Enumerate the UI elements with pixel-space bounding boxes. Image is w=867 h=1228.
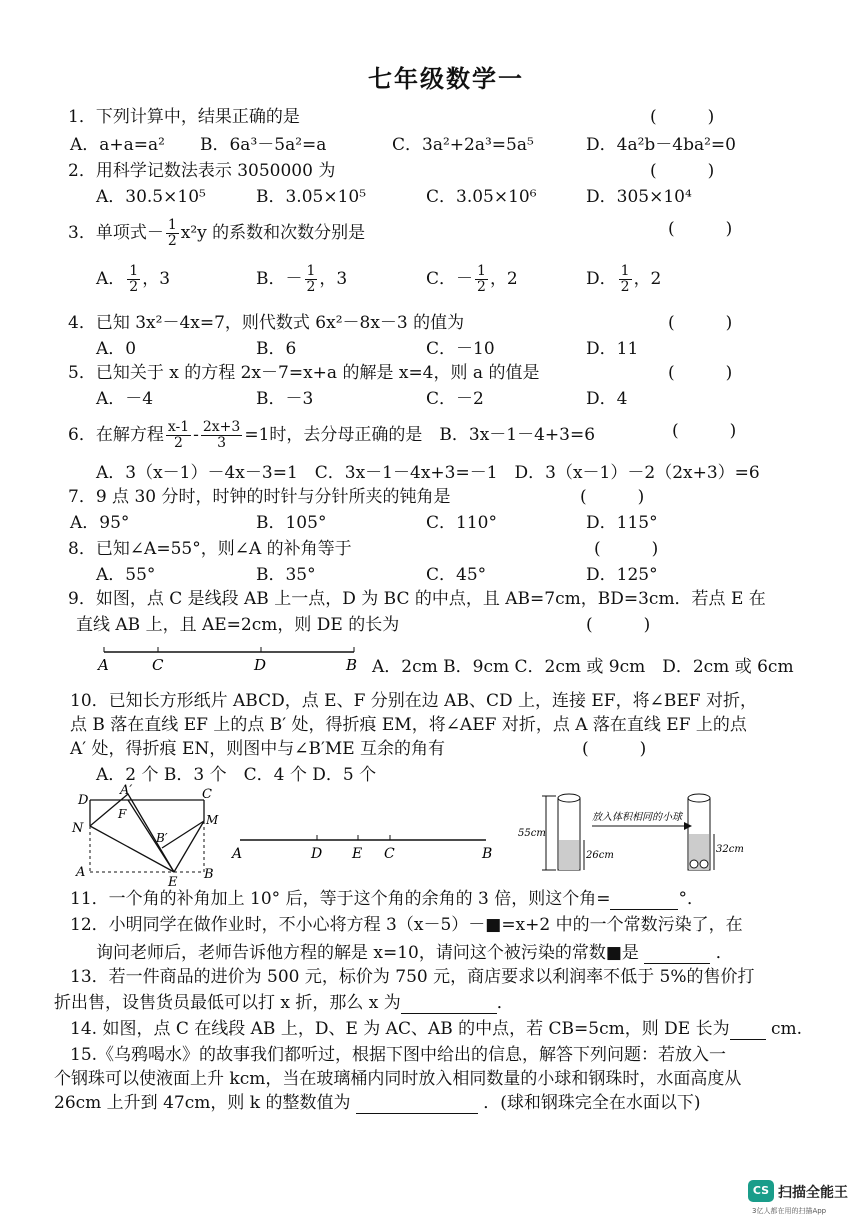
q3-option-b: B．－ $\frac{1}{2}$ ，3 (256, 263, 348, 295)
q6-fraction-1: $\frac{x-1}{2}$ (167, 419, 190, 451)
q8-stem: 8．已知∠A=55°，则∠A 的补角等于 (68, 539, 352, 559)
q9-line-1: 9．如图，点 C 是线段 AB 上一点，D 为 BC 的中点，且 AB=7cm，BD=3cm．若点 E 在 (68, 589, 766, 609)
q5-option-c: C．－2 (426, 389, 484, 409)
q3-paren: ( ) (668, 219, 733, 239)
q8-paren: ( ) (594, 539, 659, 559)
q9-paren: ( ) (586, 615, 651, 635)
water-level-left (559, 840, 579, 870)
q2-option-d: D．305×10⁴ (586, 187, 692, 207)
q4-option-b: B．6 (256, 339, 297, 359)
q12-line-2: 询问老师后，老师告诉他方程的解是 x=10，请问这个被污染的常数■是 ． (96, 943, 733, 963)
q11-text: 11．一个角的补角加上 10° 后，等于这个角的余角的 3 倍，则这个角= °． (70, 889, 704, 909)
q8-option-c: C．45° (426, 565, 487, 585)
q2-option-c: C．3.05×10⁶ (426, 187, 537, 207)
q15-line-2: 个钢珠可以使液面上升 kcm，当在玻璃桶内同时放入相同数量的小球和钢珠时，水面高度从 (54, 1069, 742, 1089)
water-height-left-label: 26cm (586, 850, 614, 861)
q7-option-a: A．95° (70, 513, 130, 533)
q10-line-2: 点 B 落在直线 EF 上的点 B′ 处，得折痕 EM，将∠AEF 对折，点 A 落在直线 EF 上的点 (70, 715, 747, 735)
q15-answer-blank[interactable] (356, 1095, 478, 1114)
q6-fraction-2: $\frac{2x+3}{3}$ (202, 419, 241, 451)
q14-label-a: A (232, 846, 243, 862)
q3-option-a: A． $\frac{1}{2}$ ，3 (96, 263, 171, 295)
q2-option-b: B．3.05×10⁵ (256, 187, 367, 207)
q4-option-c: C．－10 (426, 339, 495, 359)
q1-option-a: A．a+a=a² (70, 135, 165, 155)
q4-option-d: D．11 (586, 339, 639, 359)
fold-label-b-prime: B′ (156, 831, 168, 845)
q13-line-1: 13．若一件商品的进价为 500 元，标价为 750 元，商店要求以利润率不低于 5%的售价打 (70, 967, 755, 987)
q15-line-1: 15.《乌鸦喝水》的故事我们都听过，根据下图中给出的信息，解答下列问题：若放入一 (70, 1045, 727, 1065)
q14-label-e: E (352, 846, 363, 862)
q7-stem: 7．9 点 30 分时，时钟的时针与分针所夹的钝角是 (68, 487, 451, 507)
fold-label-a: A (76, 865, 86, 880)
page-title: 七年级数学一 (368, 64, 524, 93)
q14-answer-blank[interactable] (730, 1021, 766, 1040)
camscanner-logo-icon: CS (748, 1180, 774, 1202)
q3-option-c: C．－ $\frac{1}{2}$ ，2 (426, 263, 518, 295)
fold-label-b: B (204, 867, 214, 882)
q4-paren: ( ) (668, 313, 733, 333)
q6-stem: 6．在解方程 $\frac{x-1}{2}$ - $\frac{2x+3}{3}$ =1时，去分母正确的是 B．3x－1－4+3=6 (68, 419, 596, 451)
q7-paren: ( ) (580, 487, 645, 507)
q9-segment-figure (96, 640, 366, 680)
q6-options: A．3（x－1）－4x－3=1 C．3x－1－4x+3=－1 D．3（x－1）－2（2x+3）=6 (96, 463, 760, 483)
q1-option-b: B．6a³－5a²=a (200, 135, 327, 155)
q5-option-d: D．4 (586, 389, 628, 409)
q1-stem: 1．下列计算中，结果正确的是 (68, 107, 300, 127)
q12-line-1: 12．小明同学在做作业时，不小心将方程 3（x－5）－■=x+2 中的一个常数污染了，在 (70, 915, 743, 935)
fold-label-a-prime: A′ (120, 783, 133, 798)
q7-option-c: C．110° (426, 513, 497, 533)
cylinder-figure (516, 786, 746, 886)
fold-label-e: E (168, 875, 178, 890)
q10-line-1: 10．已知长方形纸片 ABCD，点 E、F 分别在边 AB、CD 上，连接 EF，将∠BEF 对折， (70, 691, 757, 711)
fold-rectangle-figure (70, 783, 230, 892)
q9-label-b: B (346, 656, 358, 674)
q4-option-a: A．0 (96, 339, 137, 359)
water-height-right-label: 32cm (716, 844, 744, 855)
q5-option-a: A．－4 (96, 389, 154, 409)
q3-stem-post: x²y 的系数和次数分别是 (180, 223, 366, 243)
q9-label-c: C (152, 656, 164, 674)
q14-label-c: C (384, 846, 395, 862)
q8-option-a: A．55° (96, 565, 156, 585)
q10-line-3: A′ 处，得折痕 EN，则图中与∠B′ME 互余的角有 (70, 739, 446, 759)
q8-option-b: B．35° (256, 565, 316, 585)
q1-paren: ( ) (650, 107, 715, 127)
q9-line-2: 直线 AB 上，且 AE=2cm，则 DE 的长为 (76, 615, 400, 635)
fold-label-m: M (206, 813, 219, 827)
q3-stem (68, 218, 365, 249)
q12-answer-blank[interactable] (644, 945, 710, 964)
q1-option-c: C．3a²+2a³=5a⁵ (392, 135, 534, 155)
q9-label-d: D (254, 656, 267, 674)
q14-segment-figure (230, 830, 500, 866)
camscanner-watermark (748, 1178, 858, 1220)
q13-answer-blank[interactable] (401, 995, 497, 1014)
camscanner-name: 扫描全能王 (778, 1185, 848, 1201)
q14-label-b: B (482, 846, 493, 862)
q8-option-d: D．125° (586, 565, 658, 585)
q3-stem-pre: 3．单项式－ (68, 223, 164, 243)
q7-option-d: D．115° (586, 513, 658, 533)
q2-stem: 2．用科学记数法表示 3050000 为 (68, 161, 336, 181)
q14-label-d: D (311, 846, 323, 862)
q15-line-3: 26cm 上升到 47cm，则 k 的整数值为 ．(球和钢珠完全在水面以下) (54, 1093, 701, 1113)
camscanner-tagline: 3亿人都在用的扫描App (752, 1207, 827, 1215)
fold-label-d: D (78, 793, 89, 808)
ball-icon (700, 860, 708, 868)
q13-line-2: 折出售，设售货员最低可以打 x 折，那么 x 为 ． (54, 993, 514, 1013)
q11-answer-blank[interactable] (610, 891, 678, 910)
q5-paren: ( ) (668, 363, 733, 383)
arrow-caption: 放入体积相同的小球 (592, 812, 682, 823)
q2-paren: ( ) (650, 161, 715, 181)
cylinder-height-label: 55cm (518, 828, 546, 839)
q14-text: 14. 如图，点 C 在线段 AB 上，D、E 为 AC、AB 的中点，若 CB=5cm，则 DE 长为 cm. (70, 1019, 803, 1039)
q2-option-a: A．30.5×10⁵ (96, 187, 206, 207)
q9-options: A．2cm B．9cm C．2cm 或 9cm D．2cm 或 6cm (372, 657, 794, 677)
fold-label-n: N (72, 821, 84, 836)
q3-option-d: D． $\frac{1}{2}$ ，2 (586, 263, 662, 295)
fold-label-c: C (202, 787, 212, 802)
q5-option-b: B．－3 (256, 389, 314, 409)
ball-icon (690, 860, 698, 868)
q3-fraction: $\frac{1}{2}$ (167, 217, 177, 249)
q9-label-a: A (98, 656, 109, 674)
q6-paren: ( ) (672, 421, 737, 441)
q10-paren: ( ) (582, 739, 647, 759)
q4-stem: 4．已知 3x²－4x=7，则代数式 6x²－8x－3 的值为 (68, 313, 465, 333)
q7-option-b: B．105° (256, 513, 327, 533)
q1-option-d: D．4a²b－4ba²=0 (586, 135, 736, 155)
fold-label-f: F (118, 807, 127, 821)
q5-stem: 5．已知关于 x 的方程 2x－7=x+a 的解是 x=4，则 a 的值是 (68, 363, 540, 383)
q10-options: A．2 个 B．3 个 C．4 个 D．5 个 (96, 765, 377, 785)
